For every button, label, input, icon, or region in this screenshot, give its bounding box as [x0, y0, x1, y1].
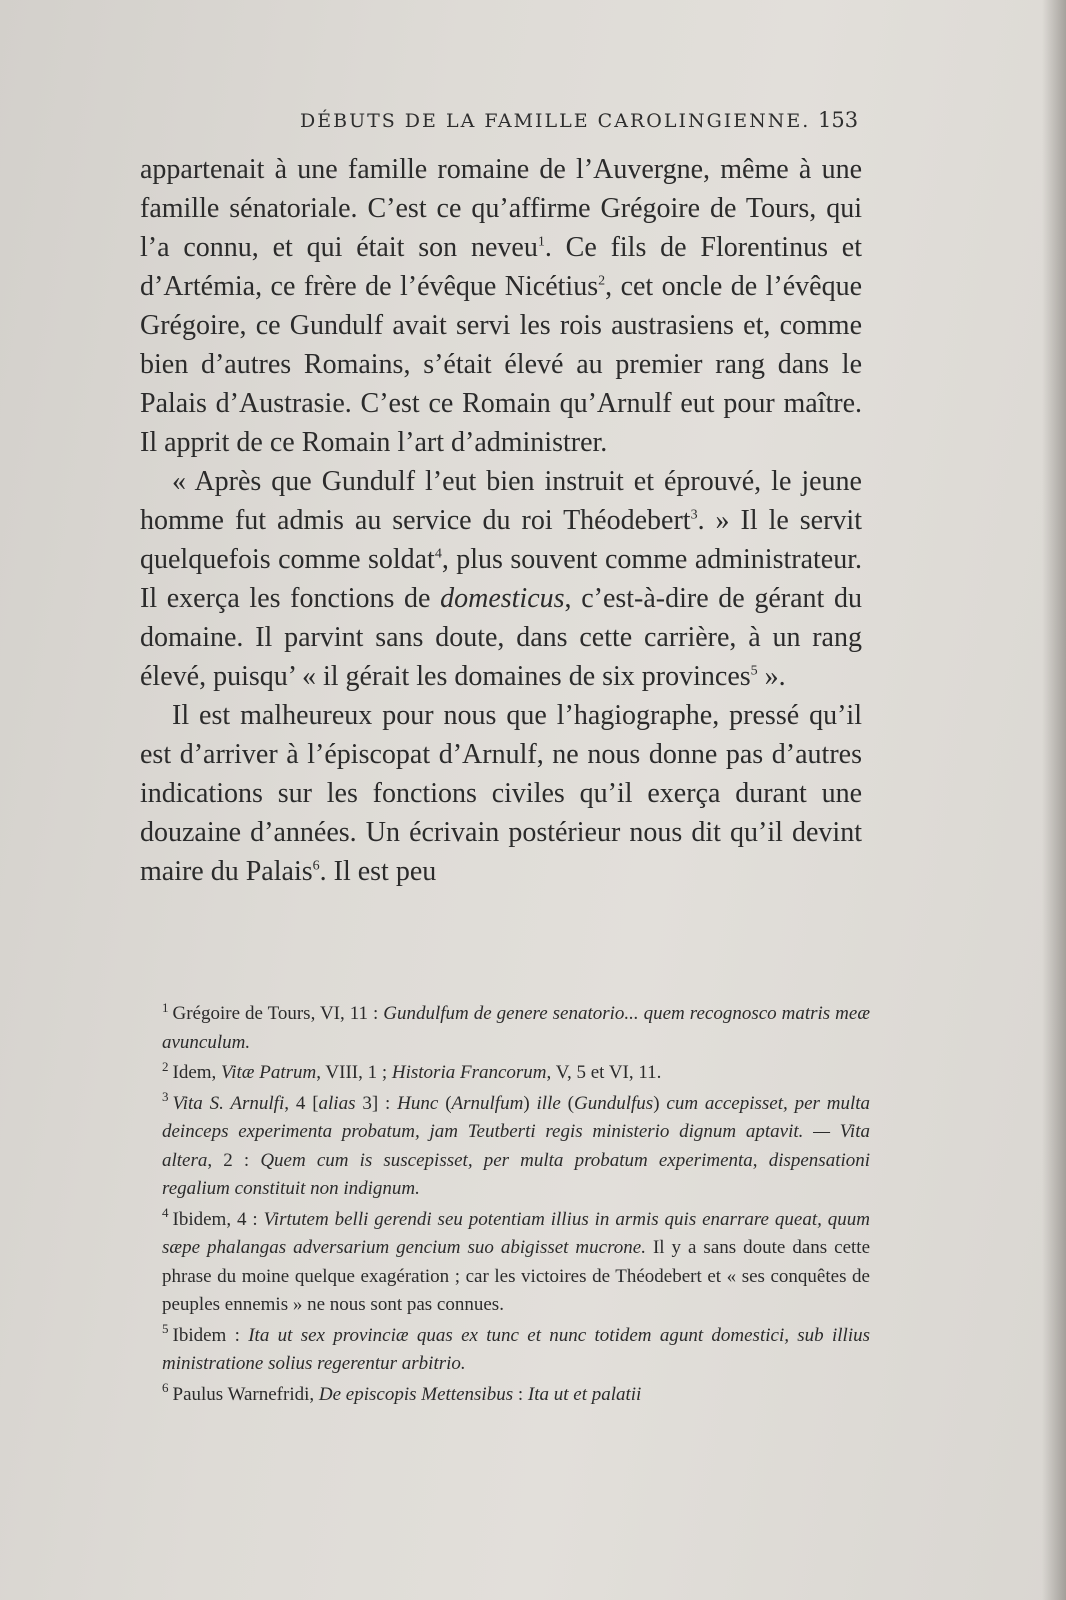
text-run: , c’est-à-dire de gérant du domaine. Il parvint sans doute, dans cette carrière, à un rang élevé, puisqu’ « il gérait les domaines de six provinces: [140, 583, 862, 692]
page-edge-shadow: [1042, 0, 1066, 1600]
footnote-number: 5: [162, 1321, 169, 1337]
footnote: [162, 1000, 870, 1057]
text-run: (: [560, 1092, 574, 1114]
text-run: :: [513, 1383, 528, 1405]
text-run: , V, 5 et VI, 11.: [546, 1062, 662, 1083]
italic-text: Vitæ Patrum: [221, 1062, 317, 1083]
text-run: ): [523, 1092, 537, 1114]
italic-text: dispensationi regalium constituit non indignum.: [162, 1149, 871, 1199]
italic-text: Ita ut et palatii: [527, 1383, 642, 1405]
italic-text: cum accepisset, per multa deinceps experimenta probatum, jam Teutberti regis ministerio dignum aptavit. — Vita altera: [162, 1092, 871, 1171]
italic-text: Virtutem belli gerendi seu potentiam illius in armis quis enarrare queat, quum sæpe phalangas adversarium gencium suo abigisset mucrone.: [162, 1208, 870, 1258]
text-run: Il y a sans doute dans cette phrase du moine quelque exagération ; car les victoires de Théodebert et « ses conquêtes de peuples ennemis » ne nous sont pas connues.: [162, 1237, 870, 1315]
footnote-ref: 5: [750, 663, 758, 679]
footnote: [162, 1206, 870, 1320]
italic-text: Gundulfus: [574, 1092, 654, 1114]
paragraph: [140, 462, 862, 696]
text-run: Il est malheureux pour nous que l’hagiographe, pressé qu’il est d’arriver à l’épiscopat d’Arnulf, ne nous donne pas d’autres indications sur les fonctions civiles qu’il exerça durant une douzaine d’années. Un écrivain postérieur nous dit qu’il devint maire du Palais: [140, 700, 862, 887]
italic-text: Ita ut sex provinciæ quas ex tunc et nunc totidem agunt domestici, sub illius ministratione solius regerentur arbitrio.: [162, 1324, 870, 1374]
text-run: ».: [757, 661, 786, 692]
footnote: [162, 1090, 870, 1204]
text-run: appartenait à une famille romaine de l’Auvergne, même à une famille sénatoriale. C’est ce qu’affirme Grégoire de Tours, qui l’a connu, et qui était son neveu: [140, 154, 862, 263]
text-run: , 2 :: [207, 1149, 261, 1171]
italic-text: Gundulfum de genere senatorio... quem recognosco matris meæ avunculum.: [162, 1003, 870, 1053]
footnote-ref: 2: [598, 273, 606, 289]
text-run: 3] :: [355, 1092, 398, 1114]
paragraph: [140, 150, 862, 462]
text-run: Ibidem, 4 :: [172, 1208, 264, 1230]
footnote-ref: 1: [537, 234, 545, 250]
italic-term: domesticus: [440, 583, 565, 614]
italic-text: Quem cum is suscepisset, per multa probatum experimenta: [260, 1149, 753, 1171]
italic-text: Vita S. Arnulfi: [172, 1092, 285, 1114]
footnote-number: 4: [162, 1205, 169, 1221]
italic-text: Historia Francorum: [391, 1062, 547, 1083]
paragraph: [140, 696, 862, 891]
text-run: . Ce fils de Florentinus et d’Artémia, ce frère de l’évêque Nicétius: [140, 232, 863, 302]
footnote: [162, 1322, 870, 1379]
text-run: Ibidem :: [172, 1324, 249, 1346]
footnotes: [162, 1000, 870, 1411]
text-run: , plus souvent comme administrateur. Il exerça les fonctions de: [140, 544, 862, 614]
text-run: Grégoire de Tours, VI, 11 :: [172, 1003, 384, 1024]
footnote: [162, 1381, 870, 1410]
footnote-number: 2: [162, 1058, 169, 1074]
footnote-ref: 3: [690, 507, 698, 523]
text-run: (: [438, 1092, 452, 1114]
text-run: ): [653, 1092, 667, 1114]
text-run: , cet oncle de l’évêque Grégoire, ce Gundulf avait servi les rois austrasiens et, comme bien d’autres Romains, s’était élevé au premier rang dans le Palais d’Austrasie. C’est ce Romain qu’Arnulf eut pour maître. Il apprit de ce Romain l’art d’administrer.: [140, 271, 863, 458]
italic-text: Hunc: [397, 1092, 439, 1114]
italic-text: ille: [536, 1092, 561, 1114]
footnote-number: 6: [162, 1380, 169, 1396]
text-run: Paulus Warnefridi,: [172, 1383, 319, 1405]
footnote-number: 1: [162, 999, 169, 1015]
footnote-ref: 6: [312, 858, 320, 874]
running-title: DÉBUTS DE LA FAMILLE CAROLINGIENNE.: [300, 110, 811, 132]
italic-text: Arnulfum: [451, 1092, 524, 1114]
italic-text: alias: [318, 1092, 356, 1114]
italic-text: De episcopis Mettensibus: [318, 1383, 514, 1405]
body-text: [140, 150, 862, 891]
text-run: « Après que Gundulf l’eut bien instruit et éprouvé, le jeune homme fut admis au service du roi Théodebert: [140, 466, 862, 536]
text-run: Idem,: [172, 1062, 222, 1083]
text-run: . Il est peu: [319, 856, 437, 887]
text-run: . » Il le servit quelquefois comme soldat: [140, 505, 862, 575]
text-run: , 4 [: [284, 1092, 319, 1114]
footnote: [162, 1059, 870, 1088]
text-run: , VIII, 1 ;: [316, 1062, 392, 1083]
footnote-number: 3: [162, 1089, 169, 1105]
text-run: ,: [752, 1149, 769, 1171]
page-number: 153: [818, 108, 859, 132]
footnote-ref: 4: [434, 546, 442, 562]
